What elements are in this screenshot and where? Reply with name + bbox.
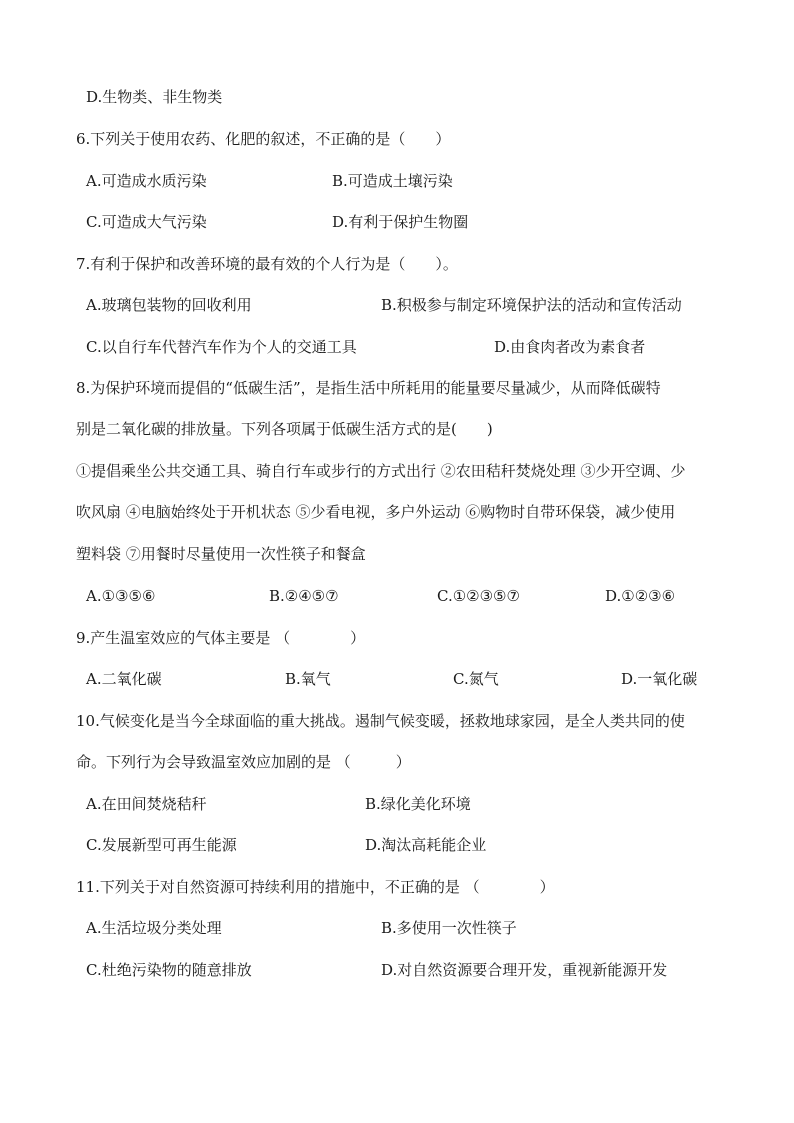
- q11-option-a: A.生活垃圾分类处理: [86, 919, 222, 937]
- q10-stem-line-2: 命。下列行为会导致温室效应加剧的是 （ ）: [76, 753, 411, 771]
- q6-option-b: B.可造成土壤污染: [332, 172, 453, 190]
- q8-stem-line-2: 别是二氧化碳的排放量。下列各项属于低碳生活方式的是( ): [76, 420, 493, 438]
- q11-stem: 11.下列关于对自然资源可持续利用的措施中，不正确的是 （ ）: [76, 878, 555, 896]
- q6-option-a: A.可造成水质污染: [86, 172, 207, 190]
- q9-stem: 9.产生温室效应的气体主要是 （ ）: [76, 629, 366, 647]
- q8-option-c: C.①②③⑤⑦: [437, 587, 520, 605]
- q9-option-d: D.一氧化碳: [621, 670, 698, 688]
- q11-option-b: B.多使用一次性筷子: [381, 919, 517, 937]
- q9-option-c: C.氮气: [453, 670, 499, 688]
- q8-option-b: B.②④⑤⑦: [269, 587, 339, 605]
- q8-items-line-3: 塑料袋 ⑦用餐时尽量使用一次性筷子和餐盒: [76, 545, 366, 563]
- q9-option-b: B.氧气: [285, 670, 331, 688]
- q10-option-c: C.发展新型可再生能源: [86, 836, 237, 854]
- q6-option-c: C.可造成大气污染: [86, 213, 207, 231]
- q7-option-b: B.积极参与制定环境保护法的活动和宣传活动: [381, 296, 682, 314]
- q7-stem: 7.有利于保护和改善环境的最有效的个人行为是（ ）。: [76, 255, 458, 273]
- q6-stem: 6.下列关于使用农药、化肥的叙述，不正确的是（ ）: [76, 130, 451, 148]
- q10-option-b: B.绿化美化环境: [365, 795, 471, 813]
- q9-option-a: A.二氧化碳: [86, 670, 162, 688]
- q10-option-a: A.在田间焚烧秸秆: [86, 795, 207, 813]
- q11-option-c: C.杜绝污染物的随意排放: [86, 961, 252, 979]
- q7-option-d: D.由食肉者改为素食者: [494, 338, 646, 356]
- q8-items-line-2: 吹风扇 ④电脑始终处于开机状态 ⑤少看电视，多户外运动 ⑥购物时自带环保袋，减少使用: [76, 503, 676, 521]
- q8-option-a: A.①③⑤⑥: [86, 587, 156, 605]
- q10-stem-line-1: 10.气候变化是当今全球面临的重大挑战。遏制气候变暖，拯救地球家园，是全人类共同的使: [76, 712, 685, 730]
- q8-option-d: D.①②③⑥: [605, 587, 676, 605]
- q11-option-d: D.对自然资源要合理开发，重视新能源开发: [381, 961, 668, 979]
- q6-option-d: D.有利于保护生物圈: [332, 213, 469, 231]
- q10-option-d: D.淘汰高耗能企业: [365, 836, 487, 854]
- q5-option-d: D.生物类、非生物类: [86, 88, 223, 106]
- q7-option-a: A.玻璃包装物的回收利用: [86, 296, 252, 314]
- q8-stem-line-1: 8.为保护环境而提倡的“低碳生活”，是指生活中所耗用的能量要尽量减少，从而降低碳特: [76, 379, 661, 397]
- q7-option-c: C.以自行车代替汽车作为个人的交通工具: [86, 338, 357, 356]
- q8-items-line-1: ①提倡乘坐公共交通工具、骑自行车或步行的方式出行 ②农田秸秆焚烧处理 ③少开空调、少: [76, 462, 686, 480]
